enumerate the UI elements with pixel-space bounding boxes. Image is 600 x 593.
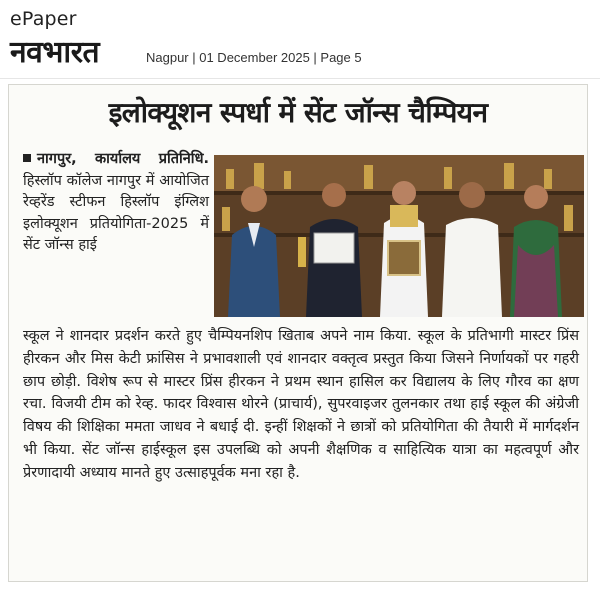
lead-paragraph: [23, 149, 209, 257]
article-headline: इलोक्यूशन स्पर्धा में सेंट जॉन्स चैम्पियन: [108, 96, 488, 129]
group-photo-illustration: [214, 155, 584, 317]
masthead-logo[interactable]: नवभारत: [10, 35, 100, 70]
bullet-square-icon: [23, 154, 31, 162]
edition-info: Nagpur | 01 December 2025 | Page 5: [146, 50, 362, 65]
epaper-label: ePaper: [10, 8, 77, 30]
epaper-header: [0, 0, 600, 76]
article-photo: [214, 155, 584, 317]
header-divider: [0, 78, 600, 79]
lead-text: हिस्लॉप कॉलेज नागपुर में आयोजित रेव्हरेंड स्टीफन हिस्लॉप इंग्लिश इलोक्यूशन प्रतियोगिता-2025 में सेंट जॉन्स हाई: [23, 172, 209, 253]
article-body: स्कूल ने शानदार प्रदर्शन करते हुए चैम्पियनशिप खिताब अपने नाम किया. स्कूल के प्रतिभागी मास्टर प्रिंस हीरकन और मिस केटी फ्रांसिस ने प्रभावशाली एवं शानदार वक्तृत्व प्रस्तुत किया जिसने निर्णायकों पर गहरी छाप छोड़ी. विशेष रूप से मास्टर प्रिंस हीरकन ने प्रथम स्थान हासिल कर विद्यालय के लिए गौरव का क्षण रचा. विजयी टीम को रेव्ह. फादर विश्वास थोरने (प्राचार्य), सुपरवाइजर तुलनकार तथा हाई स्कूल की अंग्रेजी विषय की शिक्षिका ममता जाधव ने बधाई दी. इन्हीं शिक्षकों ने छात्रों को प्रतियोगिता की तैयारी में मार्गदर्शन भी किया. सेंट जॉन्स हाईस्कूल इस उपलब्धि को अपनी शैक्षणिक व साहित्यिक यात्रा का महत्वपूर्ण और प्रेरणादायी अध्याय मानते हुए उत्साहपूर्वक मना रहा है.: [23, 328, 579, 481]
news-clipping: [8, 84, 588, 582]
dateline: नागपुर, कार्यालय प्रतिनिधि.: [37, 151, 209, 167]
